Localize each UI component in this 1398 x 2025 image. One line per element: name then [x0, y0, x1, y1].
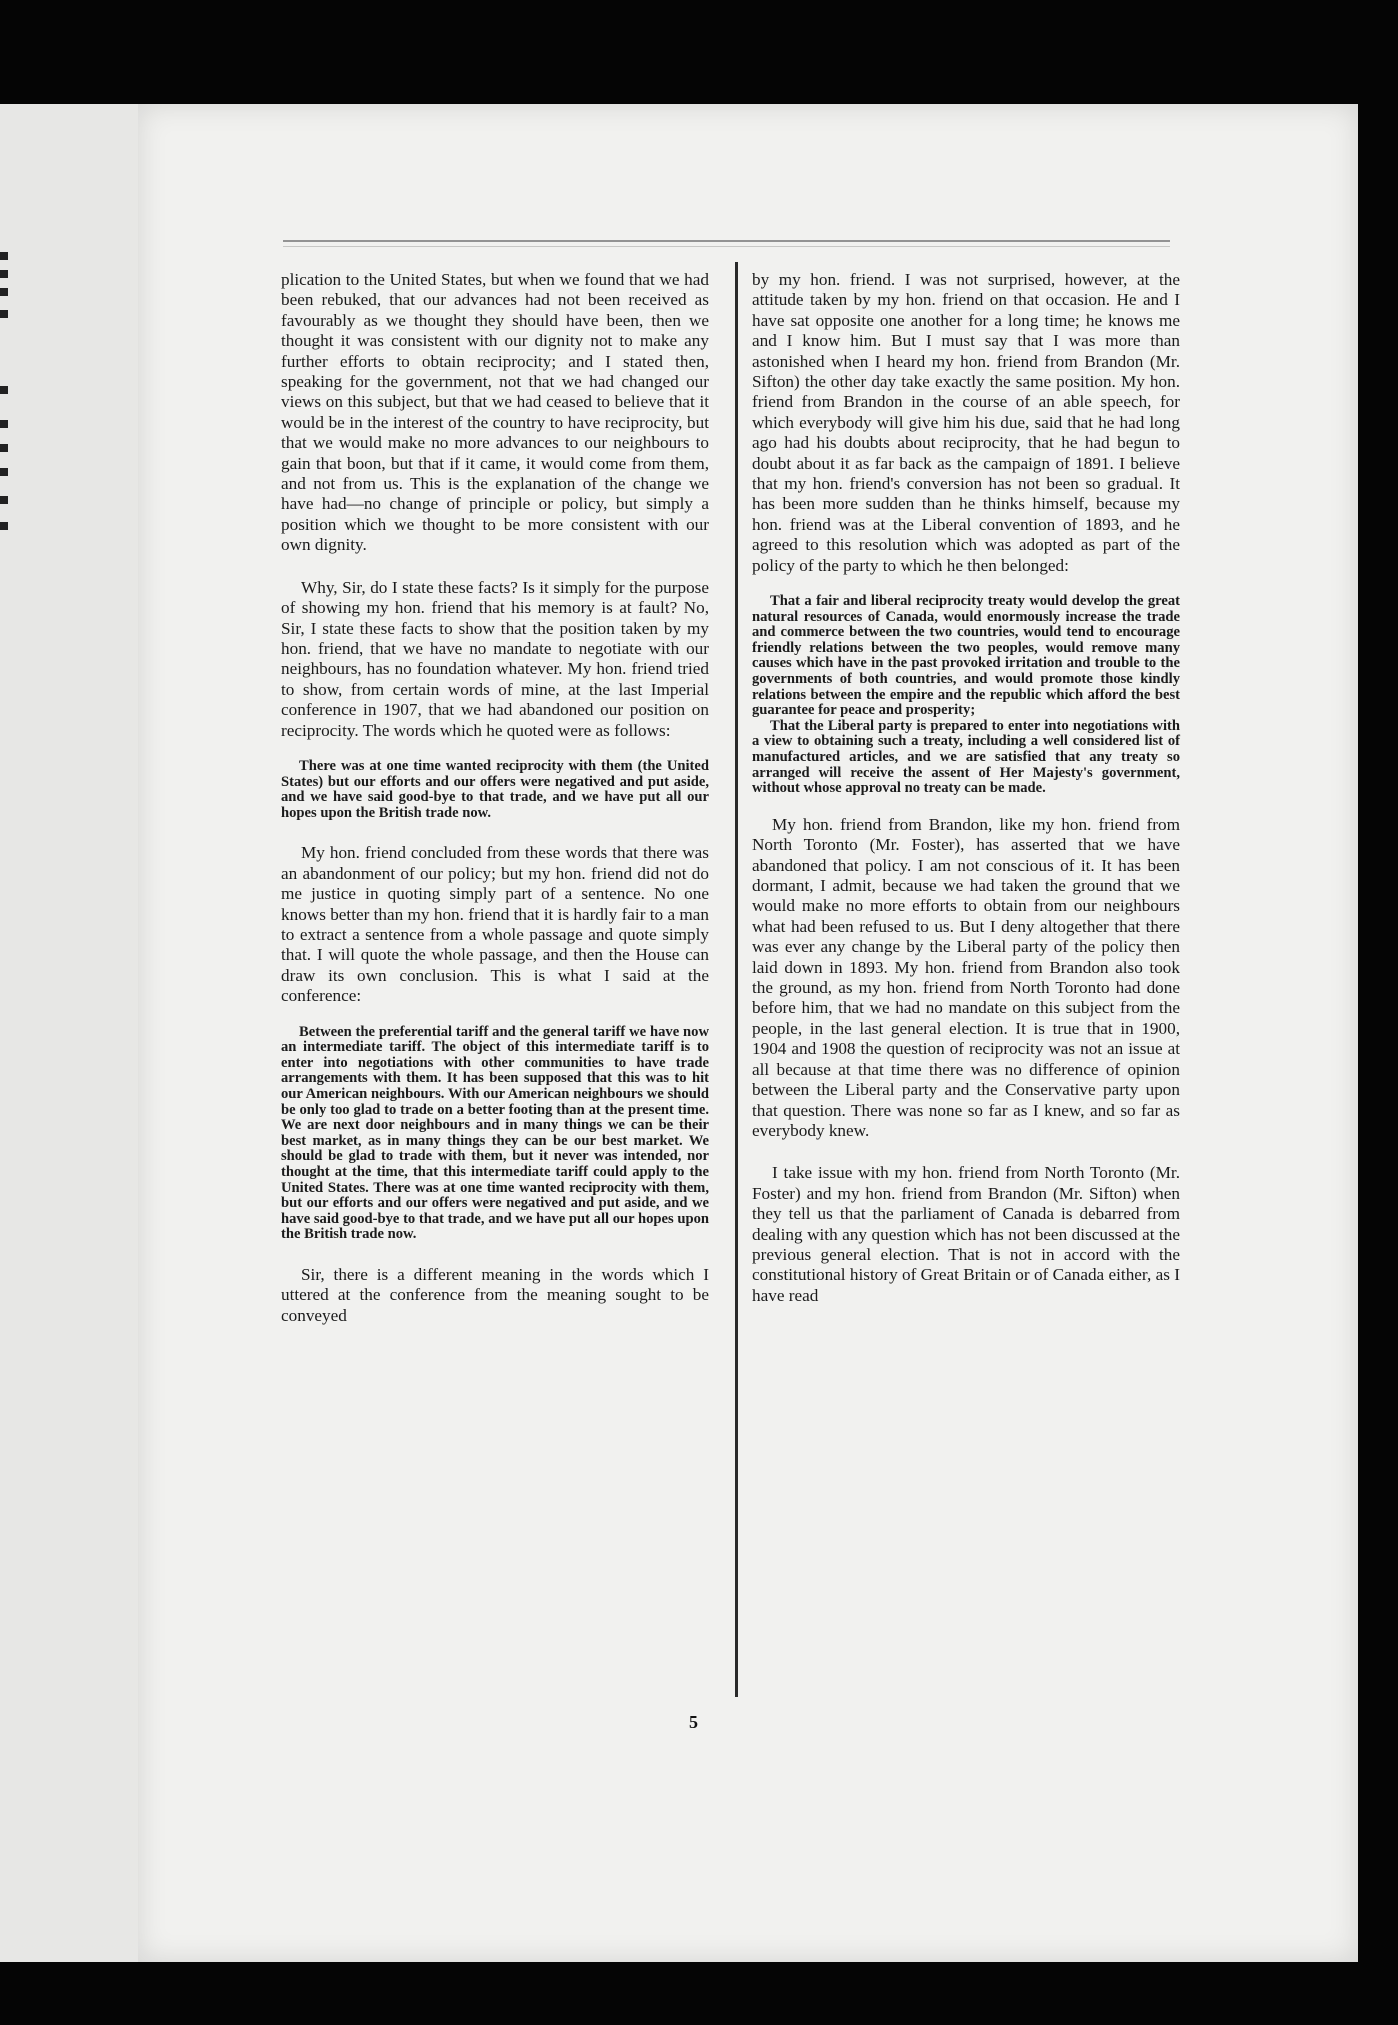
edge-mark — [0, 496, 8, 504]
column-divider — [735, 262, 738, 1697]
right-column — [752, 270, 1180, 1306]
page-number: 5 — [689, 1712, 698, 1732]
top-rule — [283, 240, 1170, 242]
edge-mark — [0, 468, 8, 476]
paragraph: Sir, there is a different meaning in the words which I uttered at the conference from the meaning sought to be conveyed — [281, 1264, 709, 1325]
left-column — [281, 270, 709, 1326]
edge-mark — [0, 420, 8, 428]
top-rule-secondary — [283, 246, 1170, 247]
paragraph: plication to the United States, but when we found that we had been rebuked, that our advances had not been received as favourably as we thought they should have been, then we thought it was consistent with our dignity not to make any further efforts to obtain reciprocity; and I stated then, speaking for the government, not that we had changed our views on this subject, but that we had ceased to believe that it would be in the interest of the country to have reciprocity, but that we would make no more advances to our neighbours to gain that boon, but that if it came, it would come from them, and not from us. This is the explanation of the change we have had—no change of principle or policy, but simply a position which we thought to be more consistent with our own dignity. — [281, 270, 709, 555]
edge-mark — [0, 310, 8, 318]
edge-mark — [0, 288, 8, 296]
block-quote: That the Liberal party is prepared to enter into negotiations with a view to obtaining such a treaty, including a well considered list of manufactured articles, and we are satisfied that any treaty so arranged will receive the assent of Her Majesty's government, without whose approval no treaty can be made. — [752, 717, 1180, 797]
paragraph: Why, Sir, do I state these facts? Is it simply for the purpose of showing my hon. friend that his memory is at fault? No, Sir, I state these facts to show that the position taken by my hon. friend, that we have no mandate to negotiate with our neighbours, has no foundation whatever. My hon. friend tried to show, from certain words of mine, at the last Imperial conference in 1907, that we had abandoned our position on reciprocity. The words which he quoted were as follows: — [281, 577, 709, 740]
edge-mark — [0, 270, 8, 278]
edge-mark — [0, 252, 8, 260]
block-quote: Between the preferential tariff and the general tariff we have now an intermediate tariff. The object of this intermediate tariff is to enter into negotiations with other communities to have trade arrangements with them. It has been supposed that this was to hit our American neighbours. With our American neighbours we should be only too glad to trade on a better footing than at the present time. We are next door neighbours and in many things we can be their best market, as in many things they can be our best market. We should be glad to trade with them, but it never was intended, nor thought at the time, that this intermediate tariff could apply to the United States. There was at one time wanted reciprocity with them, but our efforts and our offers were negatived and put aside, and we have said good-bye to that trade, and we have put all our hopes upon the British trade now. — [281, 1023, 709, 1243]
edge-mark — [0, 444, 8, 452]
paragraph: I take issue with my hon. friend from North Toronto (Mr. Foster) and my hon. friend from Brandon (Mr. Sifton) when they tell us that the parliament of Canada is debarred from dealing with any question which has not been discussed at the previous general election. That is not in accord with the constitutional history of Great Britain or of Canada either, as I have read — [752, 1163, 1180, 1305]
block-quote: There was at one time wanted reciprocity with them (the United States) but our efforts and our offers were negatived and put aside, and we have said good-bye to that trade, and we have put all our hopes upon the British trade now. — [281, 757, 709, 821]
paragraph: My hon. friend concluded from these words that there was an abandonment of our policy; but my hon. friend did not do me justice in quoting simply part of a sentence. No one knows better than my hon. friend that it is hardly fair to a man to extract a sentence from a whole passage and quote simply that. I will quote the whole passage, and then the House can draw its own conclusion. This is what I said at the conference: — [281, 843, 709, 1006]
edge-mark — [0, 522, 8, 530]
adjacent-left-page — [0, 104, 140, 1962]
block-quote: That a fair and liberal reciprocity treaty would develop the great natural resources of Canada, would enormously increase the trade and commerce between the two countries, would tend to encourage friendly relations between the two peoples, would remove many causes which have in the past provoked irritation and trouble to the governments of both countries, and would promote those kindly relations between the empire and the republic which afford the best guarantee for peace and prosperity; — [752, 593, 1180, 719]
edge-mark — [0, 386, 8, 394]
paragraph: by my hon. friend. I was not surprised, however, at the attitude taken by my hon. friend on that occasion. He and I have sat opposite one another for a long time; he knows me and I know him. But I must say that I was more than astonished when I heard my hon. friend from Brandon (Mr. Sifton) the other day take exactly the same position. My hon. friend from Brandon in the course of an able speech, for which everybody will give him his due, said that he had long ago had his doubts about reciprocity, that he had begun to doubt about it as far back as the campaign of 1891. I believe that my hon. friend's conversion has not been so gradual. It has been more sudden than he thinks himself, because my hon. friend was at the Liberal convention of 1893, and he agreed to this resolution which was adopted as part of the policy of the party to which he then belonged: — [752, 270, 1180, 575]
paragraph: My hon. friend from Brandon, like my hon. friend from North Toronto (Mr. Foster), has asserted that we have abandoned that policy. I am not conscious of it. It has been dormant, I admit, because we had taken the ground that we would make no more efforts to obtain from our neighbours what had been refused to us. But I deny altogether that there was ever any change by the Liberal party of the policy then laid down in 1893. My hon. friend from Brandon also took the ground, as my hon. friend from North Toronto had done before him, that we had no mandate on this subject from the people, in the last general election. It is true that in 1900, 1904 and 1908 the question of reciprocity was not an issue at all because at that time there was no difference of opinion between the Liberal party and the Conservative party upon that question. There was none so far as I knew, and so far as everybody knew. — [752, 814, 1180, 1140]
